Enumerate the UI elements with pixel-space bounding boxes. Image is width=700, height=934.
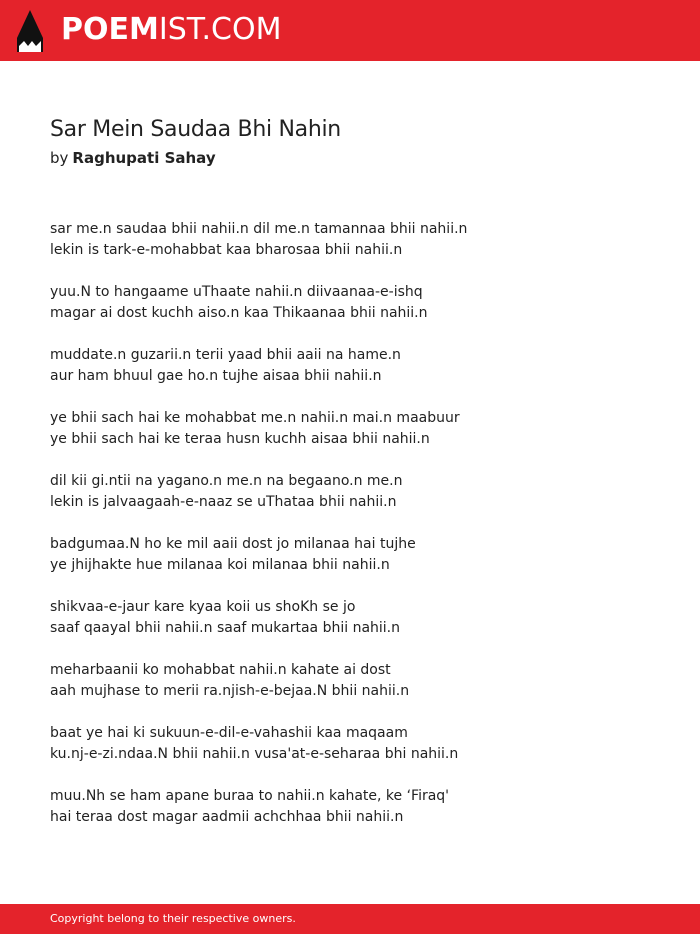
brand-logo[interactable] — [61, 12, 281, 48]
poem-line: magar ai dost kuchh aiso.n kaa Thikaanaa bhii nahii.n — [50, 305, 428, 321]
pencil-icon[interactable] — [17, 10, 43, 52]
stanza — [50, 345, 650, 387]
poem-line: meharbaanii ko mohabbat nahii.n kahate ai dost — [50, 662, 391, 678]
stanza — [50, 282, 650, 324]
poem-title: Sar Mein Saudaa Bhi Nahin — [50, 117, 341, 142]
poem-line: aah mujhase to merii ra.njish-e-bejaa.N bhii nahii.n — [50, 683, 410, 699]
brand-light: IST.COM — [158, 12, 282, 47]
poem-line: hai teraa dost magar aadmii achchhaa bhii nahii.n — [50, 809, 404, 825]
poem-line: muddate.n guzarii.n terii yaad bhii aaii na hame.n — [50, 347, 401, 363]
poem-line: ye jhijhakte hue milanaa koi milanaa bhii nahii.n — [50, 557, 390, 573]
poem-line: baat ye hai ki sukuun-e-dil-e-vahashii kaa maqaam — [50, 725, 408, 741]
poem-line: lekin is tark-e-mohabbat kaa bharosaa bhii nahii.n — [50, 242, 403, 258]
brand-bold: POEM — [61, 12, 159, 47]
stanza — [50, 723, 650, 765]
poem-line: ye bhii sach hai ke teraa husn kuchh aisaa bhii nahii.n — [50, 431, 430, 447]
poem-line: dil kii gi.ntii na yagano.n me.n na begaano.n me.n — [50, 473, 403, 489]
stanza — [50, 660, 650, 702]
poem-body — [50, 219, 650, 849]
poem-line: lekin is jalvaagaah-e-naaz se uThataa bhii nahii.n — [50, 494, 397, 510]
stanza — [50, 786, 650, 828]
by-label: by — [50, 149, 69, 167]
byline — [50, 149, 216, 167]
poem-line: badgumaa.N ho ke mil aaii dost jo milanaa hai tujhe — [50, 536, 416, 552]
poem-line: yuu.N to hangaame uThaate nahii.n diivaanaa-e-ishq — [50, 284, 423, 300]
site-footer — [0, 904, 700, 934]
poem-line: ye bhii sach hai ke mohabbat me.n nahii.n mai.n maabuur — [50, 410, 460, 426]
poem-line: ku.nj-e-zi.ndaa.N bhii nahii.n vusa'at-e-seharaa bhi nahii.n — [50, 746, 459, 762]
author-name: Raghupati Sahay — [72, 149, 216, 167]
stanza — [50, 471, 650, 513]
poem-line: shikvaa-e-jaur kare kyaa koii us shoKh se jo — [50, 599, 356, 615]
site-header — [0, 0, 700, 61]
poem-line: saaf qaayal bhii nahii.n saaf mukartaa bhii nahii.n — [50, 620, 400, 636]
stanza — [50, 597, 650, 639]
stanza — [50, 408, 650, 450]
poem-line: muu.Nh se ham apane buraa to nahii.n kahate, ke ‘Firaq' — [50, 788, 450, 804]
poem-line: aur ham bhuul gae ho.n tujhe aisaa bhii nahii.n — [50, 368, 382, 384]
poem-line: sar me.n saudaa bhii nahii.n dil me.n tamannaa bhii nahii.n — [50, 221, 468, 237]
stanza — [50, 534, 650, 576]
stanza — [50, 219, 650, 261]
copyright-notice: Copyright belong to their respective owners. — [50, 912, 296, 925]
